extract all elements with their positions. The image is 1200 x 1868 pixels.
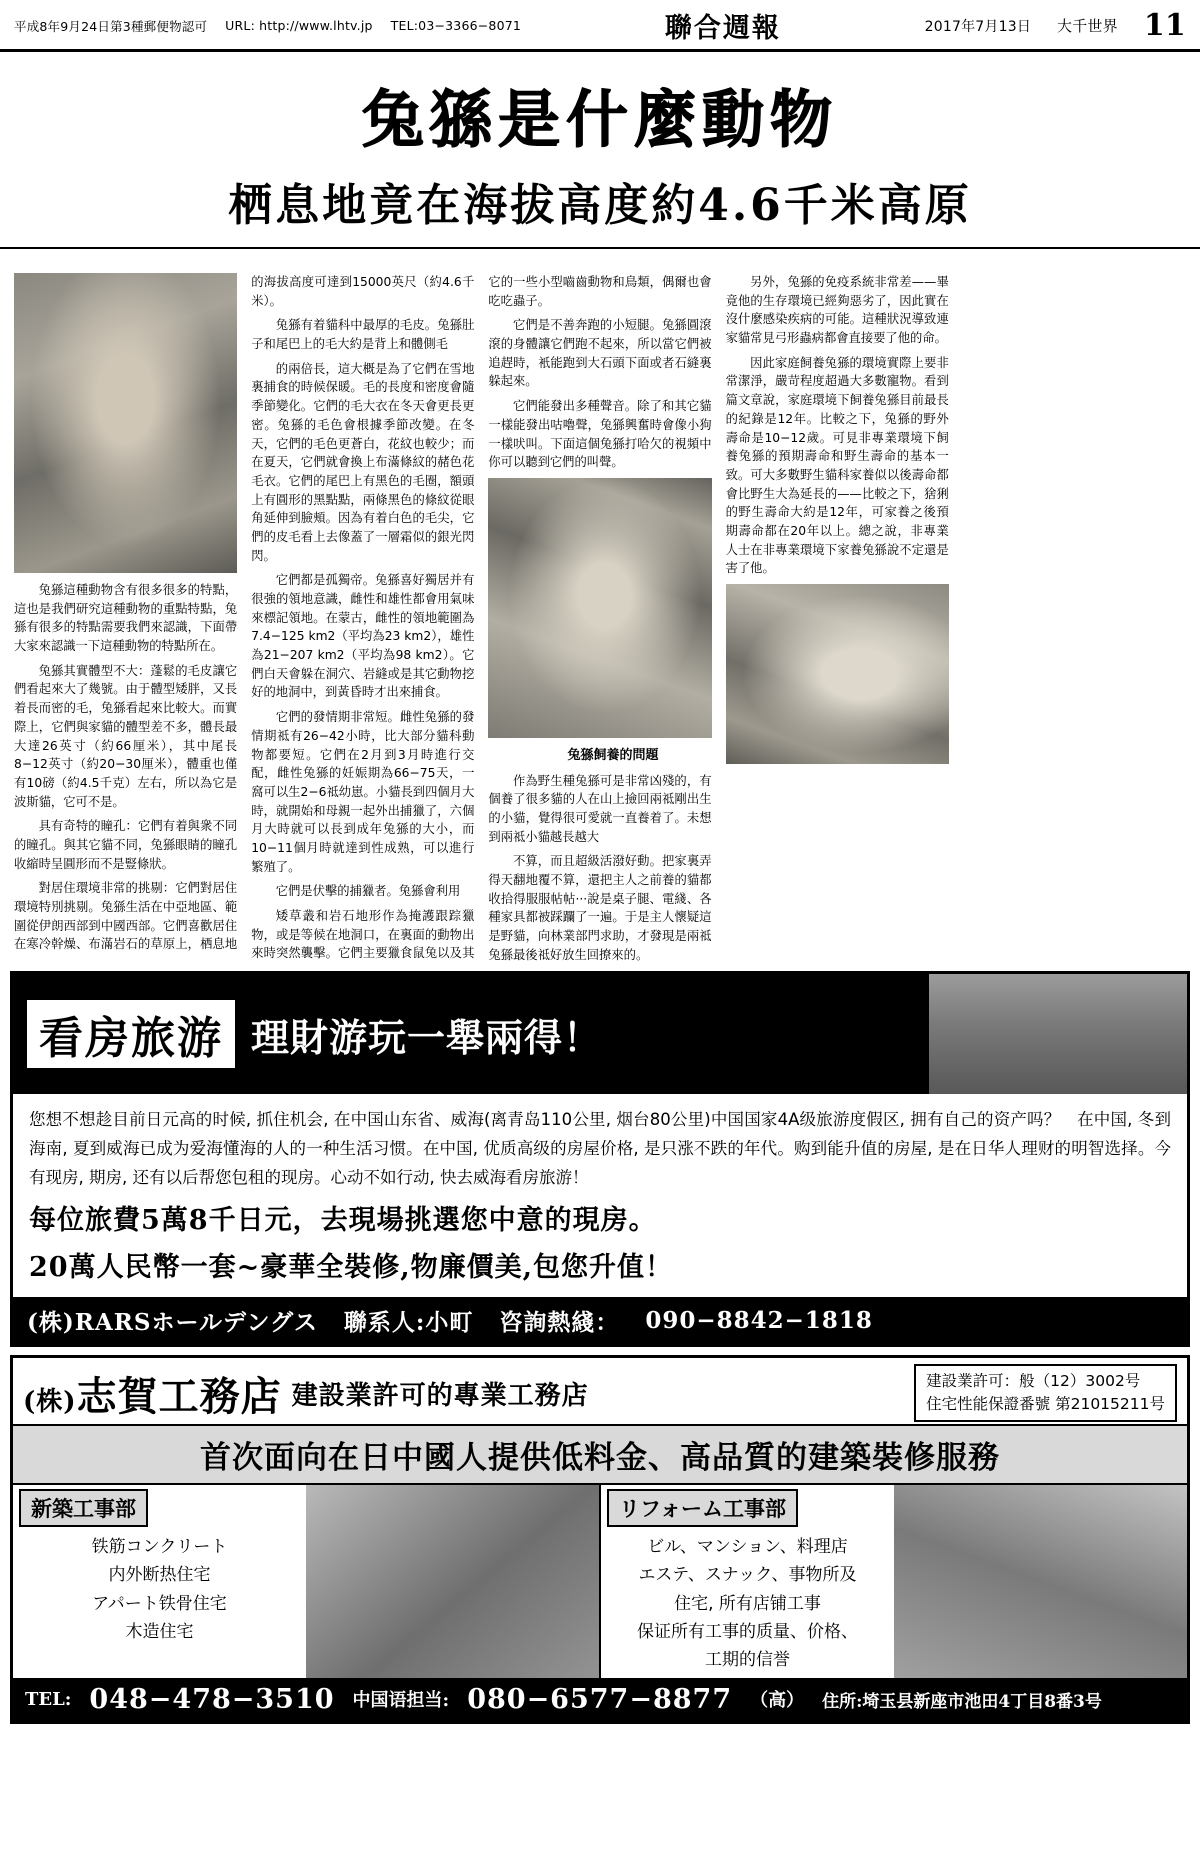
- article-paragraph: 它們是不善奔跑的小短腿。兔猻圓滾滾的身體讓它們跑不起來，所以當它們被追趕時，衹能跑到大石頭下面或者石縫裏躲起來。: [488, 318, 712, 389]
- license-line-1: 建設業許可：般（12）3002号: [926, 1371, 1141, 1390]
- pallas-cat-photo-3: [726, 584, 949, 764]
- article-paragraph: 具有奇特的瞳孔：它們有着與衆不同的瞳孔。與其它貓不同，兔猻眼睛的瞳孔收縮時呈圓形而不是豎條狀。: [14, 819, 238, 871]
- section-name: 大千世界: [1057, 17, 1118, 35]
- footer-cn-tel[interactable]: 080−6577−8877: [467, 1683, 733, 1715]
- article-paragraph: 它們的發情期非常短。雌性兔猻的發情期祗有26−42小時，比大部分貓科動物都要短。它們在2月到3月時進行交配，雌性兔猻的妊娠期為66−75天，一窩可以生2−6祗幼崽。小貓長到四個月大時，就開始和母親一起外出捕獵了，六個月大時就可以長到成年兔猻的大小，而10−11個月時就達到性成熟，可以進行繁殖了。: [251, 710, 475, 874]
- ad-construction-logo-prefix: (株): [23, 1386, 77, 1417]
- col-reform-tag: リフォーム工事部: [607, 1489, 798, 1527]
- ad-travel-aerial-photo: [929, 974, 1187, 1094]
- photo-texture: [306, 1485, 599, 1677]
- ad-construction-banner: 首次面向在日中國人提供低料金、高品質的建築裝修服務: [13, 1424, 1187, 1485]
- ad-travel-company: (株)RARSホールデングス: [27, 1308, 318, 1336]
- pallas-cat-photo-2: [488, 478, 711, 738]
- list-item: 木造住宅: [125, 1621, 194, 1642]
- article-paragraph: 它們能發出多種聲音。除了和其它貓一樣能發出咕嚕聲，兔猻興奮時會像小狗一樣吠叫。下面這個兔猻打哈欠的視頻中你可以聽到它們的叫聲。: [488, 399, 712, 470]
- ad-travel-hotline-number[interactable]: 090−8842−1818: [645, 1306, 873, 1334]
- website-url: URL: http://www.lhtv.jp: [225, 18, 373, 33]
- masthead-right: [924, 7, 1186, 43]
- ad-construction-subtitle: 建設業許可的專業工務店: [291, 1380, 589, 1411]
- list-item: 住宅, 所有店铺工事: [674, 1593, 821, 1614]
- ad-travel-price-line-1: 每位旅費5萬8千日元，去現場挑選您中意的現房。: [29, 1204, 657, 1236]
- ad-travel-description: 您想不想趁目前日元高的时候, 抓住机会, 在中国山东省、威海(离青岛110公里, 烟台80公里)中国国家4A级旅游度假区, 拥有自己的资产吗？ 在中国, 冬到海南, 夏到威海已成为爱海懂海的人的一种生活习惯。在中国, 优质高级的房屋价格, 是只涨不跌的年代。购到能升值的房屋, 是在日华人理财的明智选择。今有现房, 期房, 还有以后帮您包租的现房。心动不如行动, 快去威海看房旅游！: [29, 1110, 1171, 1187]
- article-subheadline: 栖息地竟在海拔高度約4.6千米高原: [0, 169, 1200, 249]
- list-item: アパート铁骨住宅: [92, 1593, 227, 1614]
- article-paragraph: 不算，而且超級活潑好動。把家裏弄得天翻地覆不算，還把主人之前養的貓都收拾得服服帖帖···說是桌子腿、電綫、各種家具都被踩躝了一遍。于是主人懷疑這是野貓，向林業部門求助，才發現是兩祗兔猻最後祗好放生回撩來的。: [488, 854, 712, 962]
- footer-cn-label: 中国语担当:: [352, 1690, 450, 1712]
- ad-construction-columns: [13, 1485, 1187, 1677]
- col-new-build-text: [13, 1485, 306, 1677]
- footer-address: 住所:埼玉县新座市池田4丁目8番3号: [822, 1691, 1102, 1712]
- photo-texture: [726, 584, 949, 764]
- masthead-tel: TEL:03−3366−8071: [390, 18, 522, 33]
- ad-construction-col-new-build: [13, 1485, 601, 1677]
- article-body: [0, 265, 1200, 965]
- paper-title: 聯合週報: [664, 13, 781, 44]
- ad-construction[interactable]: [10, 1355, 1190, 1724]
- ad-construction-footer: [13, 1678, 1187, 1721]
- ad-travel-hotline-label: 咨詢熱綫：: [499, 1308, 620, 1336]
- ad-construction-logo: [23, 1365, 282, 1422]
- license-line-2: 住宅性能保證番號 第21015211号: [926, 1395, 1165, 1414]
- article-paragraph: 矮草叢和岩石地形作為掩護跟踪獵物，或是等候在地洞口，在裏面的動物出來時突然襲擊。它們主要獵食鼠兔以及其它的一些小型嚙齒動物和鳥類，偶爾也會吃吃蟲子。: [251, 275, 712, 961]
- article-paragraph: 兔猻其實體型不大：蓬鬆的毛皮讓它們看起來大了幾號。由于體型矮胖，又長着長而密的毛，兔猻看起來比較大。而實際上，它們與家貓的體型差不多，體長最大達26英寸（約66厘米），其中尾長8−12英寸（約20−30厘米），體重也僅有10磅（約4.5千克）左右，所以為它是波斯貓，它可不是。: [14, 663, 238, 809]
- article-paragraph: 作為野生種兔猻可是非常凶殘的，有個養了很多貓的人在山上撿回兩祗剛出生的小貓，覺得很可愛就一直養着了。未想到兩祗小貓越長越大: [488, 773, 712, 844]
- postal-notice: 平成8年9月24日第3種郵便物認可: [14, 18, 208, 34]
- ad-travel-header: [13, 974, 1187, 1094]
- list-item: 铁筋コンクリート: [91, 1537, 228, 1558]
- ad-travel-body: [13, 1094, 1187, 1287]
- page-number: 11: [1143, 7, 1186, 43]
- list-item: 保证所有工事的质量、价格、: [637, 1621, 858, 1642]
- list-item: エステ、スナック、事物所及: [638, 1565, 857, 1586]
- article-paragraph: 的兩倍長，這大概是為了它們在雪地裏捕食的時候保暖。毛的長度和密度會隨季節變化。它們的毛大衣在冬天會更長更密。兔猻的毛色會根據季節改變。在冬天，它們的毛色更蒼白，花紋也較少；而在夏天，它們就會換上布滿條紋的赭色花毛衣。它們的尾巴上有黑色的毛圈，額頭上有圓形的黑點點，兩條黑色的條紋從眼角延伸到臉頰。因為有着白色的毛尖，它們的皮毛看上去像蓋了一層霜似的銀光閃閃。: [251, 361, 475, 563]
- article-paragraph: 另外，兔猻的免疫系統非常差——畢竟他的生存環境已經夠惡劣了，因此實在沒什麼感染疾病的可能。這種狀況導致連家貓常見弓形蟲病都會直接要了他的命。: [725, 275, 949, 346]
- ad-construction-license: [914, 1364, 1177, 1423]
- masthead-left: [14, 17, 521, 35]
- photo-texture: [14, 273, 237, 573]
- ad-construction-logo-name: 志賀工務店: [76, 1372, 282, 1420]
- ad-travel[interactable]: [10, 971, 1190, 1347]
- col-reform-text: [601, 1485, 894, 1677]
- article-paragraph: 因此家庭飼養兔猻的環境實際上要非常潔淨，嚴苛程度超過大多數寵物。看到篇文章說，家庭環境下飼養兔猻目前最長的紀錄是12年。比較之下，兔猻的野外壽命是10−12歲。可見非專業環境下飼養兔猻的預期壽命和野生壽命的基本一致。可大多數野生貓科家養似以後壽命都會比野生大為延長的——比較之下，猞猁的野生壽命大約是12年，可家養之後預期壽命都在20年以上。總之說，非專業人士在非專業環境下家養兔猻說不定還是害了他。: [725, 355, 949, 576]
- footer-tel-label: TEL:: [25, 1688, 72, 1710]
- ad-travel-tagline: 理財游玩一舉兩得！: [251, 1014, 603, 1060]
- photo-texture: [894, 1485, 1187, 1677]
- scaffolding-photo: [306, 1485, 599, 1677]
- ad-construction-col-reform: [601, 1485, 1187, 1677]
- issue-date: 2017年7月13日: [924, 18, 1032, 35]
- ad-construction-header: [13, 1358, 1187, 1425]
- article-paragraph: 兔猻這種動物含有很多很多的特點，這也是我們研究這種動物的重點特點，兔猻有很多的特點需要我們來認識，下面帶大家來認識一下這種動物的特點所在。: [14, 583, 238, 654]
- col-new-build-tag: 新築工事部: [19, 1489, 148, 1527]
- col-new-build-list: [19, 1533, 300, 1645]
- footer-cn-note: （高）: [750, 1690, 805, 1712]
- article-headline: 兔猻是什麼動物: [361, 83, 838, 156]
- article-paragraph: 它們都是孤獨帝。兔猻喜好獨居并有很強的領地意識，雌性和雄性都會用氣味來標記領地。在蒙古，雌性的領地範圍為7.4−125 km2（平均為23 km2），雄性為21−207 km2（平均為98 km2）。它們白天會躲在洞穴、岩縫或是其它動物挖好的地洞中，到黃昏時才出來捕食。: [251, 573, 475, 700]
- interior-photo: [894, 1485, 1187, 1677]
- ad-travel-price-line-2: 20萬人民幣一套~豪華全裝修,物廉價美,包您升值！: [29, 1251, 673, 1283]
- ad-travel-banner: [13, 974, 929, 1094]
- pallas-cat-photo-1: [14, 273, 237, 573]
- article-paragraph: 對居住環境非常的挑剔：它們對居住環境特別挑剔。兔猻生活在中亞地區、範圍從伊朗西部到中國西部。它們喜歡居住在寒冷幹燥、布滿岩石的草原上，栖息地的海拔高度可達到15000英尺（約4.6千米）。: [14, 275, 475, 952]
- photo-texture: [488, 478, 711, 738]
- ad-travel-contact: 聯系人:小町: [343, 1308, 474, 1336]
- article-subsection-title: 兔猻飼養的問題: [567, 747, 659, 763]
- ad-travel-badge: 看房旅游: [27, 1000, 235, 1068]
- list-item: ビル、マンション、料理店: [647, 1537, 848, 1558]
- col-reform-list: [607, 1533, 888, 1673]
- article-paragraph: 它們是伏擊的捕獵者。兔猻會利用: [275, 884, 461, 899]
- ad-travel-footer: [13, 1297, 1187, 1344]
- article-paragraph: 兔猻有着貓科中最厚的毛皮。兔猻肚子和尾巴上的毛大約是背上和體側毛: [251, 318, 475, 352]
- masthead: [0, 0, 1200, 52]
- list-item: 内外断热住宅: [108, 1565, 211, 1586]
- footer-tel-number[interactable]: 048−478−3510: [89, 1683, 335, 1715]
- list-item: 工期的信誉: [705, 1649, 790, 1670]
